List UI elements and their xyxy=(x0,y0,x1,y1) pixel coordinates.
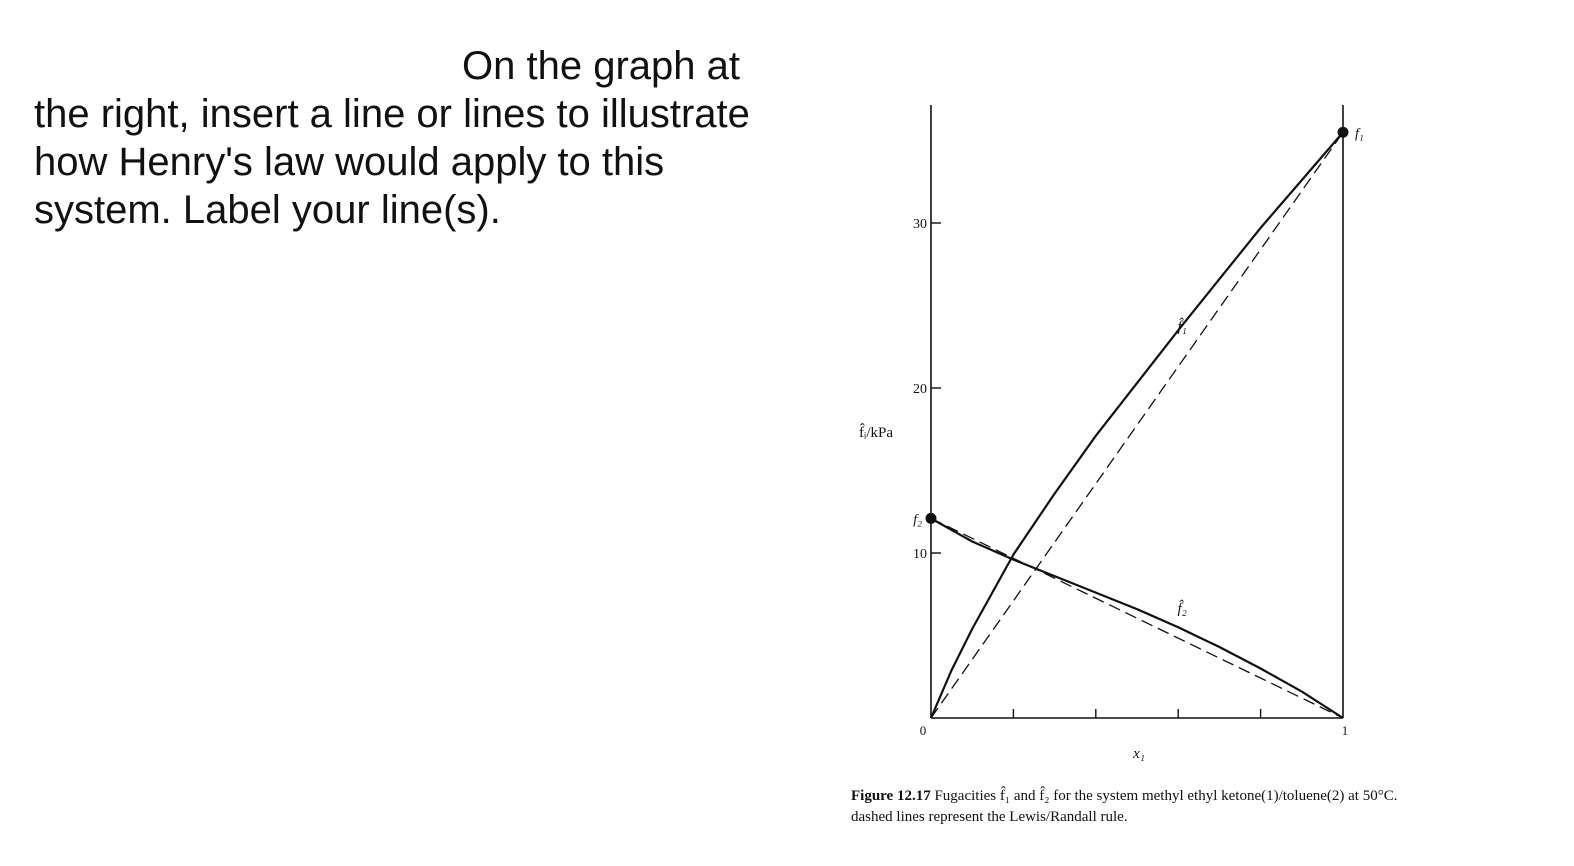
series-line-0 xyxy=(931,132,1343,718)
pure-component-point-1 xyxy=(1338,127,1349,138)
chart-series xyxy=(931,132,1343,718)
series-line-2 xyxy=(931,132,1343,718)
x-tick-label-5: 1 xyxy=(1341,723,1349,738)
y-axis-label: f̂ᵢ/kPa xyxy=(858,425,894,441)
question-line-3: how Henry's law would apply to this xyxy=(34,140,665,184)
question-line-2: the right, insert a line or lines to illustrate xyxy=(34,92,750,136)
series-line-3 xyxy=(931,518,1343,718)
pure-component-label-1: f₁ xyxy=(1355,126,1364,142)
y-tick-label-10: 10 xyxy=(913,547,927,562)
curve-label-1: f̂₂ xyxy=(1177,601,1187,618)
chart-ticks xyxy=(913,217,1348,738)
y-tick-label-20: 20 xyxy=(913,382,927,397)
pure-component-point-0 xyxy=(926,513,937,524)
caption-line-1: Fugacities f̂₁ and f̂₂ for the system methyl ethyl ketone(1)/toluene(2) at 50°C. xyxy=(934,788,1398,804)
chart-axes xyxy=(931,105,1343,718)
curve-label-0: f̂₁ xyxy=(1177,318,1187,335)
x-axis-label: x₁ xyxy=(1133,746,1145,762)
question-line-1: On the graph at xyxy=(462,44,740,88)
x-tick-label-0: 0 xyxy=(919,723,927,738)
figure-caption xyxy=(851,786,1563,828)
caption-label: Figure 12.17 xyxy=(851,788,931,804)
question-line-4: system. Label your line(s). xyxy=(34,188,501,232)
pure-component-label-0: f₂ xyxy=(913,512,922,528)
y-tick-label-30: 30 xyxy=(913,217,927,232)
caption-line-2: dashed lines represent the Lewis/Randall rule. xyxy=(851,809,1128,825)
